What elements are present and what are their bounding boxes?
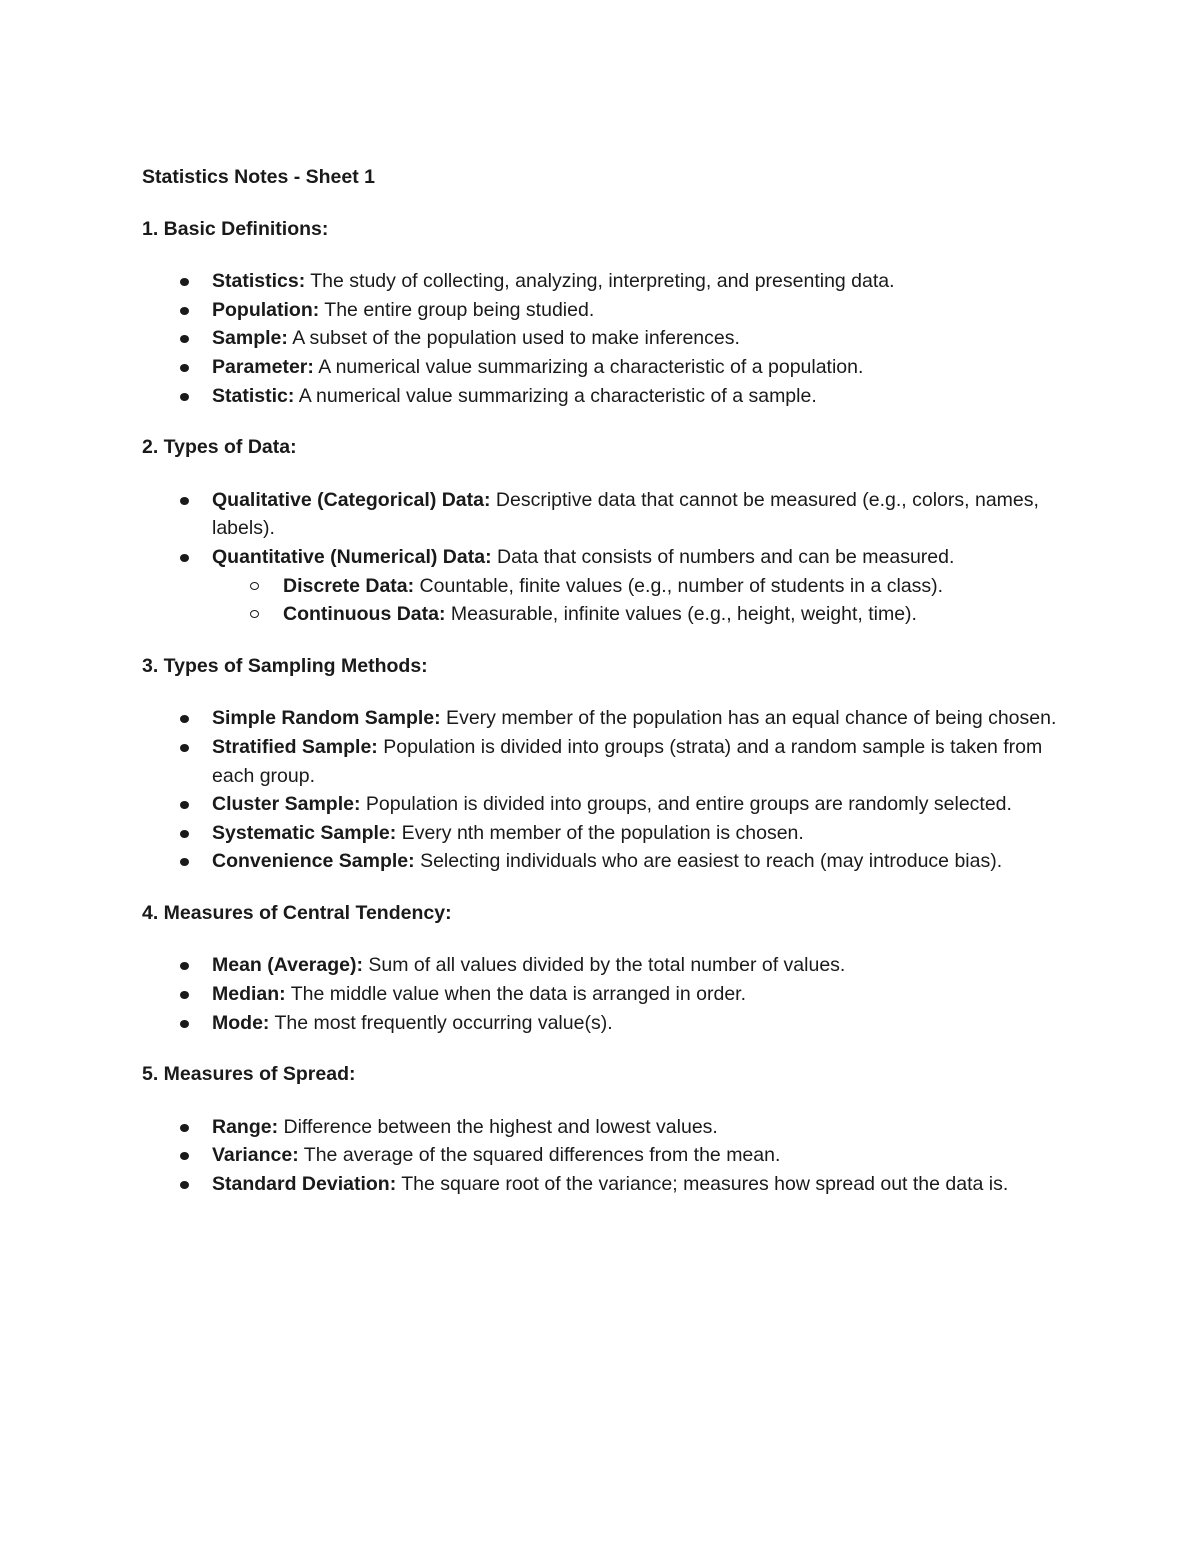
section-heading-measures-of-spread: 5. Measures of Spread: [142,1063,356,1086]
bullet-icon [180,364,189,372]
bullet-icon [180,1152,189,1160]
term: Stratified Sample: [212,735,378,758]
list-item [142,486,1062,543]
sublist-item [212,572,1062,601]
hollow-bullet-icon [250,610,259,618]
list-item [142,1009,1062,1038]
definition: Every member of the population has an equal chance of being chosen. [440,707,1057,730]
list-item [142,1141,1062,1170]
term: Systematic Sample: [212,821,397,844]
bullet-icon [180,744,189,752]
list-item [142,980,1062,1009]
definition: The entire group being studied. [319,298,595,321]
list-item [142,267,1062,296]
bullet-icon [180,393,189,401]
bullet-icon [180,801,189,809]
bullet-icon [180,554,189,562]
term: Population: [212,298,320,321]
definition: Countable, finite values (e.g., number of students in a class). [414,574,944,597]
term: Quantitative (Numerical) Data: [212,545,492,568]
bullet-icon [180,1181,189,1189]
term: Range: [212,1115,279,1138]
bullet-icon [180,715,189,723]
list-types-of-data [142,486,1062,629]
bullet-icon [180,497,189,505]
hollow-bullet-icon [250,582,259,590]
bullet-icon [180,1124,189,1132]
term: Simple Random Sample: [212,707,441,730]
definition: Population is divided into groups, and entire groups are randomly selected. [360,793,1012,816]
list-sampling-methods [142,704,1062,876]
document-page [142,163,1062,1222]
section-heading-basic-definitions: 1. Basic Definitions: [142,217,329,240]
list-item [142,324,1062,353]
list-central-tendency [142,951,1062,1037]
list-item [142,1170,1062,1199]
list-item [142,353,1062,382]
bullet-icon [180,335,189,343]
bullet-icon [180,278,189,286]
bullet-icon [180,307,189,315]
definition: A subset of the population used to make inferences. [287,327,740,350]
definition: Population is divided into groups (strata) and a random sample is taken from each group. [212,735,1043,787]
definition: The average of the squared differences from the mean. [298,1144,781,1167]
term: Mode: [212,1011,270,1034]
definition: Sum of all values divided by the total number of values. [362,954,846,977]
definition: Data that consists of numbers and can be measured. [491,545,955,568]
document-title: Statistics Notes - Sheet 1 [142,166,375,188]
list-measures-of-spread [142,1113,1062,1199]
term: Statistics: [212,270,306,293]
definition: Difference between the highest and lowest values. [278,1115,718,1138]
term: Parameter: [212,355,314,378]
term: Cluster Sample: [212,793,361,816]
definition: A numerical value summarizing a characteristic of a sample. [294,384,817,407]
list-item [142,543,1062,629]
definition: Every nth member of the population is chosen. [396,821,804,844]
term: Statistic: [212,384,295,407]
list-item [142,790,1062,819]
definition: Descriptive data that cannot be measured (e.g., colors, names, labels). [212,488,1039,540]
term: Standard Deviation: [212,1173,397,1196]
definition: The most frequently occurring value(s). [269,1011,613,1034]
term: Discrete Data: [283,574,415,597]
list-item [142,296,1062,325]
bullet-icon [180,858,189,866]
sublist-quantitative-data [212,572,1062,629]
bullet-icon [180,830,189,838]
definition: The square root of the variance; measures how spread out the data is. [396,1173,1009,1196]
list-item [142,1113,1062,1142]
term: Sample: [212,327,288,350]
sublist-item [212,600,1062,629]
list-basic-definitions [142,267,1062,410]
bullet-icon [180,1020,189,1028]
section-heading-central-tendency: 4. Measures of Central Tendency: [142,901,452,924]
bullet-icon [180,962,189,970]
definition: A numerical value summarizing a characteristic of a population. [313,355,864,378]
term: Continuous Data: [283,603,446,626]
section-heading-sampling-methods: 3. Types of Sampling Methods: [142,654,428,677]
definition: Measurable, infinite values (e.g., height, weight, time). [445,603,917,626]
definition: The study of collecting, analyzing, interpreting, and presenting data. [305,270,895,293]
list-item [142,733,1062,790]
list-item [142,819,1062,848]
list-item [142,951,1062,980]
term: Median: [212,983,286,1006]
term: Mean (Average): [212,954,363,977]
term: Qualitative (Categorical) Data: [212,488,491,511]
definition: Selecting individuals who are easiest to reach (may introduce bias). [414,850,1003,873]
term: Convenience Sample: [212,850,415,873]
bullet-icon [180,991,189,999]
definition: The middle value when the data is arranged in order. [285,983,747,1006]
section-heading-types-of-data: 2. Types of Data: [142,436,297,459]
list-item [142,847,1062,876]
term: Variance: [212,1144,299,1167]
list-item [142,382,1062,411]
list-item [142,704,1062,733]
